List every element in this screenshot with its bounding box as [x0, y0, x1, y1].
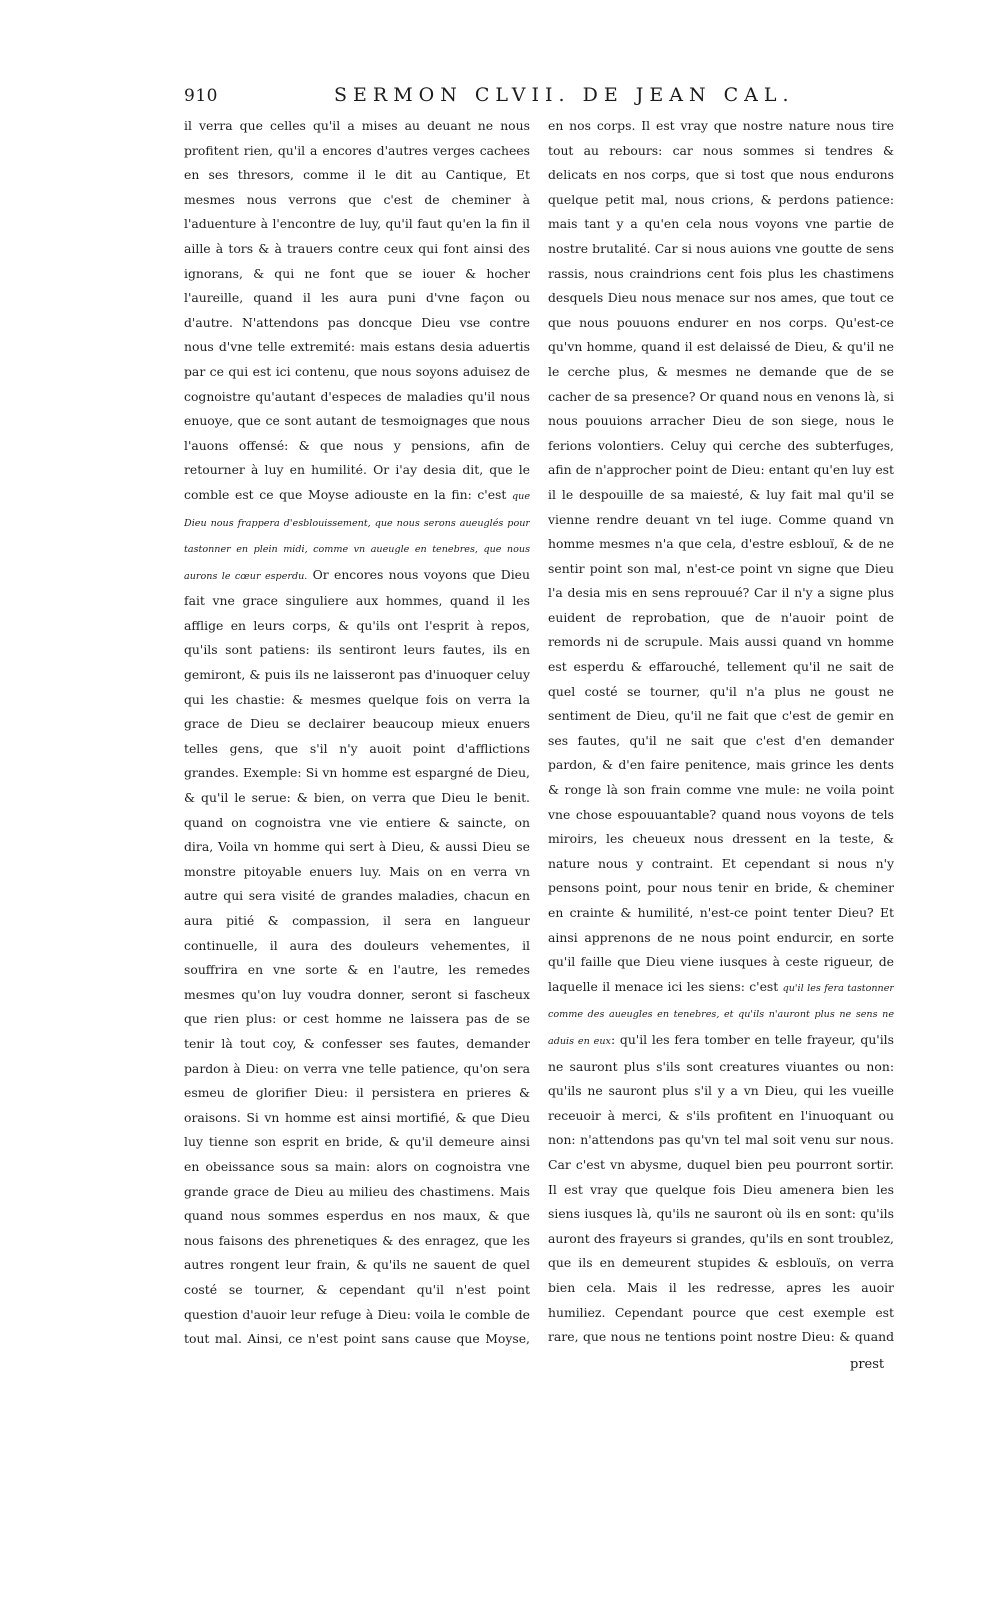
text-column-left — [184, 114, 530, 1354]
text-run: : qu'il les fera tomber en telle frayeur, qu'ils ne sauront plus s'ils sont creatures viuantes ou non: qu'ils ne sauront plus s'il y a vn Dieu, qui les vueille receuoir à merci, & s'ils profitent en l'inuoquant ou non: n'attendons pas qu'vn tel mal soit venu sur nous. Car c'est vn abysme, duquel bien peu pourront sortir. Il est vray que quelque fois Dieu amenera bien les siens iusques là, qu'ils ne sauront où ils en sont: qu'ils auront des frayeurs si grandes, qu'ils en sont troublez, que ils en demeurent stupides & esblouïs, on verra bien cela. Mais il les redresse, apres les auoir humiliez. Cependant pource que cest exemple est rare, que nous ne tentions point nostre Dieu: & quand — [548, 1031, 894, 1345]
running-head: SERMON CLVII. DE JEAN CAL. — [334, 84, 795, 106]
text-run: Or encores nous voyons que Dieu fait vne grace singuliere aux hommes, quand il les afflige en leurs corps, & qu'ils ont l'esprit à repos, qu'ils sont patiens: ils sentiront leurs fautes, ils en gemiront, & puis ils ne laisseront pas d'inuoquer celuy qui les chastie: & mesmes quelque fois on verra la grace de Dieu se declairer beaucoup mieux enuers telles gens, que s'il n'y auoit point d'afflictions grandes. Exemple: Si vn homme est espargné de Dieu, & qu'il le serue: & bien, on verra que Dieu le benit. quand on cognoistra vne vie entiere & saincte, on dira, Voila vn homme qui sert à Dieu, & aussi Dieu se monstre pitoyable enuers luy. Mais on en verra vn autre qui sera visité de grandes maladies, chacun en aura pitié & compassion, il sera en langueur continuelle, il aura des douleurs vehementes, il souffrira en vne sorte & en l'autre, les remedes mesmes qu'on luy voudra donner, seront si fascheux que rien plus: or cest homme ne laissera pas de se tenir là tout coy, & confesser ses fautes, demander pardon à Dieu: on verra vne telle patience, qu'on sera esmeu de glorifier Dieu: il persistera en prieres & oraisons. Si vn homme est ainsi mortifié, & que Dieu luy tienne son esprit en bride, & qu'il demeure ainsi en obeissance sous sa main: alors on cognoistra vne grande grace de Dieu au milieu des chastimens. Mais quand nous sommes esperdus en nos maux, & que nous faisons des phrenetiques & des enragez, que les autres rongent leur frain, & qu'ils ne sauent de quel costé se tourner, & cependant qu'il n'est point question d'auoir leur refuge à Dieu: voila le comble de tout mal. Ainsi, ce n'est point sans cause que Moyse, — [184, 566, 530, 1347]
text-column-right — [548, 114, 894, 1354]
italic-citation: qu'il les fera tastonner comme des aueugles en tenebres, et qu'ils n'auront plus ne sens ne aduis en eux — [548, 982, 894, 1047]
page-header — [184, 84, 904, 114]
text-run: en nos corps. Il est vray que nostre nature nous tire tout au rebours: car nous sommes si tendres & delicats en nos corps, que si tost que nous endurons quelque petit mal, nous crions, & perdons patience: mais tant y a qu'en cela nous voyons vne partie de nostre brutalité. Car si nous auions vne goutte de sens rassis, nous craindrions cent fois plus les chastimens desquels Dieu nous menace sur nos ames, que tout ce que nous pouuons endurer en nos corps. Qu'est-ce qu'vn homme, quand il est delaissé de Dieu, & qu'il ne le cerche plus, & mesmes ne demande que de se cacher de sa presence? Or quand nous en venons là, si nous pouuions arracher Dieu de son siege, nous le ferions volontiers. Celuy qui cerche des subterfuges, afin de n'approcher point de Dieu: entant qu'en luy est il le despouille de sa maiesté, & luy fait mal qu'il se vienne rendre deuant vn tel iuge. Comme quand vn homme mesmes n'a que cela, d'estre esblouï, & de ne sentir point son mal, n'est-ce point vn signe que Dieu l'a desia mis en sens reprouué? Car il n'y a signe plus euident de reprobation, que de n'auoir point de remords ni de scrupule. Mais aussi quand vn homme est esperdu & effarouché, tellement qu'il ne sait de quel costé se tourner, qu'il n'a plus ne goust ne sentiment de Dieu, qu'il ne fait que c'est de gemir en ses fautes, qu'il ne sait que c'est d'en demander pardon, & d'en faire penitence, mais grince les dents & ronge là son frain comme vne mule: ne voila point vne chose espouuantable? quand nous voyons de tels miroirs, les cheueux nous dressent en la teste, & nature nous y contraint. Et cependant si nous n'y pensons point, pour nous tenir en bride, & cheminer en crainte & humilité, n'est-ce point tenter Dieu? Et ainsi apprenons de ne nous point endurcir, en sorte qu'il faille que Dieu viene iusques à ceste rigueur, de laquelle il menace ici les siens: c'est — [548, 118, 894, 994]
italic-citation: que Dieu nous frappera d'esblouissement, que nous serons aueuglés pour tastonner en plein midi, comme vn aueugle en tenebres, que nous aurons le cœur esperdu. — [184, 490, 530, 582]
column-paragraph — [184, 114, 530, 1354]
column-paragraph — [548, 114, 894, 1354]
catchword: prest — [850, 1357, 885, 1372]
text-run: il verra que celles qu'il a mises au deuant ne nous profitent rien, qu'il a encores d'autres verges cachees en ses thresors, comme il le dit au Cantique, Et mesmes nous verrons que c'est de cheminer à l'aduenture à l'encontre de luy, qu'il faut qu'en la fin il aille à tors & à trauers contre ceux qui font ainsi des ignorans, & qui ne font que se iouer & hocher l'aureille, quand il les aura puni d'vne façon ou d'autre. N'attendons pas doncque Dieu vse contre nous d'vne telle extremité: mais estans desia aduertis par ce qui est ici contenu, que nous soyons aduisez de cognoistre qu'autant d'especes de maladies qu'il nous enuoye, que ce sont autant de tesmoignages que nous l'auons offensé: & que nous y pensions, afin de retourner à luy en humilité. Or i'ay desia dit, que le comble est ce que Moyse adiouste en la fin: c'est — [184, 118, 530, 502]
page-number: 910 — [184, 86, 218, 106]
